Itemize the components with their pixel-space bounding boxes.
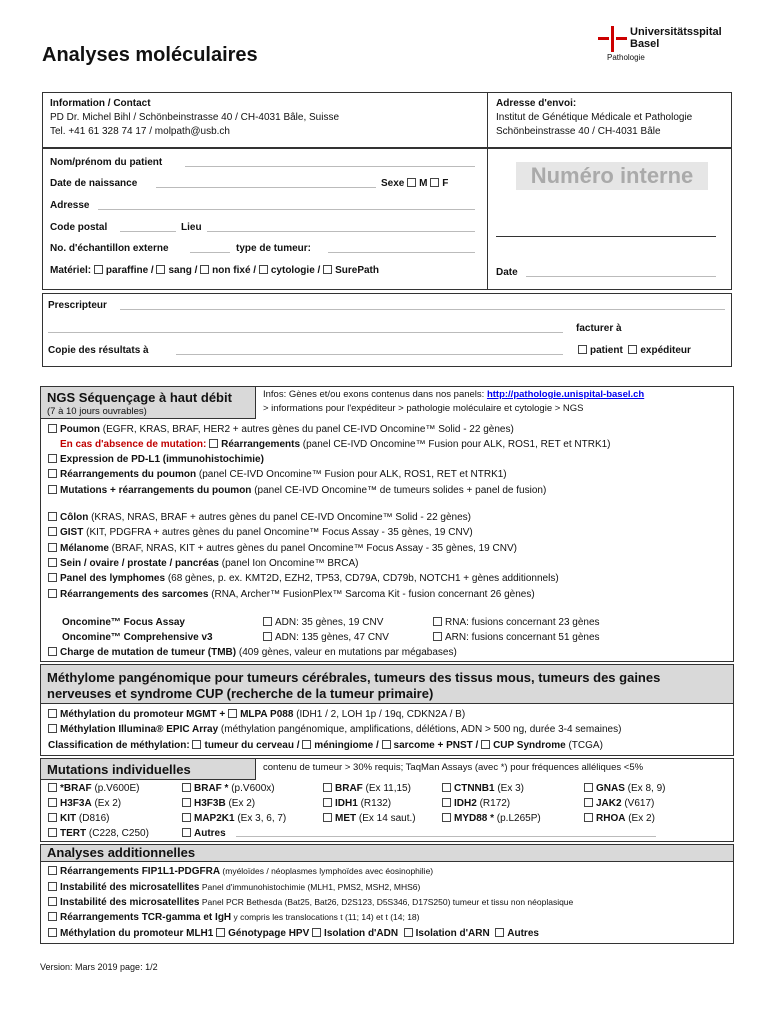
other-mutations-field[interactable] xyxy=(236,826,656,837)
patient-name-label: Nom/prénom du patient xyxy=(50,157,163,168)
mutation-item[interactable]: KIT (D816) xyxy=(48,813,109,824)
methyl-epic[interactable]: Méthylation Illumina® EPIC Array (méthylation pangénomique, amplifications, délétions, ADN > 500 ng, durée 3-4 semaines) xyxy=(48,724,621,735)
internal-number-stamp: Numéro interne xyxy=(516,162,708,190)
blood-checkbox[interactable] xyxy=(156,265,165,274)
checkbox[interactable] xyxy=(312,928,321,937)
ngs-pdl1[interactable]: Expression de PD-L1 (immunohistochimie) xyxy=(48,454,264,465)
checkbox[interactable] xyxy=(48,589,57,598)
checkbox[interactable] xyxy=(323,783,332,792)
material-group: Matériel: paraffine / sang / non fixé / cytologie / SurePath xyxy=(50,265,379,276)
checkbox[interactable] xyxy=(209,439,218,448)
sex-m-checkbox[interactable] xyxy=(407,178,416,187)
additional-title: Analyses additionnelles xyxy=(47,845,196,860)
address-label: Adresse xyxy=(50,200,90,211)
checkbox[interactable] xyxy=(495,928,504,937)
ngs-tmb[interactable]: Charge de mutation de tumeur (TMB) (409 gènes, valeur en mutations par mégabases) xyxy=(48,647,457,658)
checkbox[interactable] xyxy=(323,813,332,822)
checkbox[interactable] xyxy=(302,740,311,749)
checkbox[interactable] xyxy=(48,724,57,733)
checkbox[interactable] xyxy=(48,828,57,837)
city-field[interactable] xyxy=(207,221,475,232)
shipping-heading: Adresse d'envoi: xyxy=(496,98,577,109)
add-msi-ihc[interactable]: Instabilité des microsatellites Panel d'immunohistochimie (MLH1, PMS2, MSH2, MHS6) xyxy=(48,882,420,893)
checkbox[interactable] xyxy=(182,783,191,792)
focus-dna[interactable]: ADN: 35 gènes, 19 CNV xyxy=(263,617,383,628)
checkbox[interactable] xyxy=(48,543,57,552)
checkbox[interactable] xyxy=(48,928,57,937)
methyl-classification: Classification de méthylation: tumeur du cerveau / méningiome / sarcome + PNST / CUP Syndrome (TCGA) xyxy=(48,740,603,751)
methylation-title-1: Méthylome pangénomique pour tumeurs cérébrales, tumeurs des tissus mous, tumeurs des gaines xyxy=(47,670,661,685)
checkbox[interactable] xyxy=(48,424,57,433)
sex-group: Sexe M F xyxy=(381,178,449,189)
checkbox[interactable] xyxy=(48,783,57,792)
ngs-lung-rearrangements[interactable]: Réarrangements du poumon (panel CE-IVD Oncomine™ Fusion pour ALK, ROS1, RET et NTRK1) xyxy=(48,469,507,480)
ngs-info-link[interactable]: http://pathologie.unispital-basel.ch xyxy=(486,389,645,400)
mutation-item[interactable]: IDH2 (R172) xyxy=(442,798,510,809)
mutations-note: contenu de tumeur > 30% requis; TaqMan Assays (avec *) pour fréquences alléliques <5% xyxy=(263,762,644,773)
add-fip1l1[interactable]: Réarrangements FIP1L1-PDGFRA (myéloïdes / néoplasmes lymphoïdes avec éosinophilie) xyxy=(48,866,433,877)
add-msi-pcr[interactable]: Instabilité des microsatellites Panel PCR Bethesda (Bat25, Bat26, D2S123, D5S346, D17S250) tumeur et tissu non néoplasique xyxy=(48,897,573,908)
checkbox[interactable] xyxy=(48,882,57,891)
mutation-item[interactable]: MET (Ex 14 saut.) xyxy=(323,813,416,824)
methyl-mgmt[interactable]: Méthylation du promoteur MGMT + MLPA P088 (IDH1 / 2, LOH 1p / 19q, CDKN2A / B) xyxy=(48,709,465,720)
methylation-title-2: nerveuses et syndrome CUP (recherche de la tumeur primaire) xyxy=(47,686,434,701)
checkbox[interactable] xyxy=(48,527,57,536)
prescriber-field-2[interactable] xyxy=(48,322,563,333)
checkbox[interactable] xyxy=(182,828,191,837)
footer-version: Version: Mars 2019 page: 1/2 xyxy=(40,962,158,972)
mutation-item[interactable]: IDH1 (R132) xyxy=(323,798,391,809)
checkbox[interactable] xyxy=(48,897,57,906)
mutation-item[interactable]: GNAS (Ex 8, 9) xyxy=(584,783,665,794)
checkbox[interactable] xyxy=(182,798,191,807)
city-label: Lieu xyxy=(181,222,202,233)
focus-assay-label: Oncomine™ Focus Assay xyxy=(62,617,185,628)
checkbox[interactable] xyxy=(48,912,57,921)
checkbox[interactable] xyxy=(382,740,391,749)
mutation-item[interactable]: CTNNB1 (Ex 3) xyxy=(442,783,524,794)
sample-number-field[interactable] xyxy=(190,242,230,253)
tumor-type-label: type de tumeur: xyxy=(236,243,312,254)
ngs-sarcoma[interactable]: Réarrangements des sarcomes (RNA, Archer™ FusionPlex™ Sarcoma Kit - fusion concernant 26 gènes) xyxy=(48,589,535,600)
ngs-brca[interactable]: Sein / ovaire / prostate / pancréas (panel Ion Oncomine™ BRCA) xyxy=(48,558,358,569)
mutation-item[interactable]: RHOA (Ex 2) xyxy=(584,813,655,824)
checkbox[interactable] xyxy=(48,647,57,656)
logo-text: Universitätsspital Basel xyxy=(630,26,722,50)
comprehensive-label: Oncomine™ Comprehensive v3 xyxy=(62,632,213,643)
checkbox[interactable] xyxy=(48,813,57,822)
contact-phone: Tel. +41 61 328 74 17 / molpath@usb.ch xyxy=(50,126,230,137)
dob-field[interactable] xyxy=(156,177,376,188)
checkbox[interactable] xyxy=(584,813,593,822)
checkbox[interactable] xyxy=(48,512,57,521)
date-field[interactable] xyxy=(526,266,716,277)
ngs-melanoma[interactable]: Mélanome (BRAF, NRAS, KIT + autres gènes du panel Oncomine™ Focus Assay - 35 gènes, 19 CNV) xyxy=(48,543,517,554)
patient-name-field[interactable] xyxy=(185,156,475,167)
mutation-item[interactable]: MYD88 * (p.L265P) xyxy=(442,813,541,824)
mutation-item[interactable]: MAP2K1 (Ex 3, 6, 7) xyxy=(182,813,286,824)
mutation-item[interactable]: BRAF * (p.V600x) xyxy=(182,783,275,794)
checkbox[interactable] xyxy=(48,573,57,582)
checkbox[interactable] xyxy=(442,813,451,822)
add-tcr-igh[interactable]: Réarrangements TCR-gamma et IgH y compris les translocations t (11; 14) et t (14; 18) xyxy=(48,912,420,923)
logo-subtitle: Pathologie xyxy=(607,53,645,62)
surepath-checkbox[interactable] xyxy=(323,265,332,274)
cytology-checkbox[interactable] xyxy=(259,265,268,274)
checkbox[interactable] xyxy=(263,617,272,626)
postal-code-label: Code postal xyxy=(50,222,108,233)
ngs-lymphoma[interactable]: Panel des lymphomes (68 gènes, p. ex. KMT2D, EZH2, TP53, CD79A, CD79b, NOTCH1 + gènes additionnels) xyxy=(48,573,559,584)
checkbox[interactable] xyxy=(48,485,57,494)
checkbox[interactable] xyxy=(216,928,225,937)
bill-sender-checkbox[interactable] xyxy=(628,345,637,354)
ngs-title: NGS Séquençage à haut débit xyxy=(47,390,232,405)
ngs-lung-fusion[interactable]: En cas d'absence de mutation: Réarrangements (panel CE-IVD Oncomine™ Fusion pour ALK, ROS1, RET et NTRK1) xyxy=(60,439,611,450)
sample-number-label: No. d'échantillon externe xyxy=(50,243,169,254)
checkbox[interactable] xyxy=(48,469,57,478)
ngs-info: Infos: Gènes et/ou exons contenus dans nos panels: http://pathologie.unispital-basel.ch xyxy=(263,389,645,400)
ngs-lung-mutations[interactable]: Mutations + réarrangements du poumon (panel CE-IVD Oncomine™ de tumeurs solides + panel de fusion) xyxy=(48,485,546,496)
ngs-colon[interactable]: Côlon (KRAS, NRAS, BRAF + autres gènes du panel CE-IVD Oncomine™ Solid - 22 gènes) xyxy=(48,512,471,523)
bill-patient-checkbox[interactable] xyxy=(578,345,587,354)
comprehensive-dna[interactable]: ADN: 135 gènes, 47 CNV xyxy=(263,632,389,643)
paraffin-checkbox[interactable] xyxy=(94,265,103,274)
logo-icon xyxy=(598,26,628,52)
checkbox[interactable] xyxy=(442,783,451,792)
ngs-lung[interactable]: Poumon (EGFR, KRAS, BRAF, HER2 + autres gènes du panel CE-IVD Oncomine™ Solid - 22 gènes) xyxy=(48,424,514,435)
checkbox[interactable] xyxy=(584,798,593,807)
mutation-item[interactable]: *BRAF (p.V600E) xyxy=(48,783,139,794)
tumor-type-field[interactable] xyxy=(328,242,475,253)
prescriber-field[interactable] xyxy=(120,299,725,310)
sex-f-checkbox[interactable] xyxy=(430,178,439,187)
checkbox[interactable] xyxy=(263,632,272,641)
checkbox[interactable] xyxy=(182,813,191,822)
checkbox[interactable] xyxy=(481,740,490,749)
checkbox[interactable] xyxy=(48,454,57,463)
contact-address: PD Dr. Michel Bihl / Schönbeinstrasse 40 / CH-4031 Bâle, Suisse xyxy=(50,112,340,123)
mutation-item[interactable]: Autres xyxy=(182,828,226,839)
mutation-item[interactable]: H3F3A (Ex 2) xyxy=(48,798,121,809)
ngs-subtitle: (7 à 10 jours ouvrables) xyxy=(47,406,147,417)
checkbox[interactable] xyxy=(228,709,237,718)
date-label: Date xyxy=(496,267,518,278)
checkbox[interactable] xyxy=(584,783,593,792)
checkbox[interactable] xyxy=(192,740,201,749)
mutation-item[interactable]: JAK2 (V617) xyxy=(584,798,654,809)
mutation-item[interactable]: TERT (C228, C250) xyxy=(48,828,149,839)
unfixed-checkbox[interactable] xyxy=(200,265,209,274)
mutations-title: Mutations individuelles xyxy=(47,762,191,777)
add-misc: Méthylation du promoteur MLH1 Génotypage HPV Isolation d'ADN Isolation d'ARN Autres xyxy=(48,928,539,939)
mutation-item[interactable]: BRAF (Ex 11,15) xyxy=(323,783,411,794)
contact-heading: Information / Contact xyxy=(50,98,151,109)
postal-code-field[interactable] xyxy=(120,221,176,232)
focus-rna[interactable]: RNA: fusions concernant 23 gènes xyxy=(433,617,600,628)
checkbox[interactable] xyxy=(433,617,442,626)
copy-results-field[interactable] xyxy=(176,344,563,355)
comprehensive-rna[interactable]: ARN: fusions concernant 51 gènes xyxy=(433,632,600,643)
internal-number-field[interactable] xyxy=(496,236,716,237)
address-field[interactable] xyxy=(98,199,475,210)
ngs-info-path: > informations pour l'expéditeur > pathologie moléculaire et cytologie > NGS xyxy=(263,403,584,414)
checkbox[interactable] xyxy=(323,798,332,807)
shipping-line2: Schönbeinstrasse 40 / CH-4031 Bâle xyxy=(496,126,661,137)
checkbox[interactable] xyxy=(433,632,442,641)
ngs-gist[interactable]: GIST (KIT, PDGFRA + autres gènes du panel Oncomine™ Focus Assay - 35 gènes, 19 CNV) xyxy=(48,527,473,538)
bill-to-label: facturer à xyxy=(576,323,622,334)
checkbox[interactable] xyxy=(48,798,57,807)
dob-label: Date de naissance xyxy=(50,178,138,189)
checkbox[interactable] xyxy=(442,798,451,807)
billing-group: patient expéditeur xyxy=(578,345,691,356)
page-title: Analyses moléculaires xyxy=(42,44,258,66)
checkbox[interactable] xyxy=(48,709,57,718)
copy-results-label: Copie des résultats à xyxy=(48,345,149,356)
shipping-line1: Institut de Génétique Médicale et Pathologie xyxy=(496,112,693,123)
checkbox[interactable] xyxy=(404,928,413,937)
checkbox[interactable] xyxy=(48,558,57,567)
checkbox[interactable] xyxy=(48,866,57,875)
mutation-item[interactable]: H3F3B (Ex 2) xyxy=(182,798,255,809)
prescriber-label: Prescripteur xyxy=(48,300,107,311)
